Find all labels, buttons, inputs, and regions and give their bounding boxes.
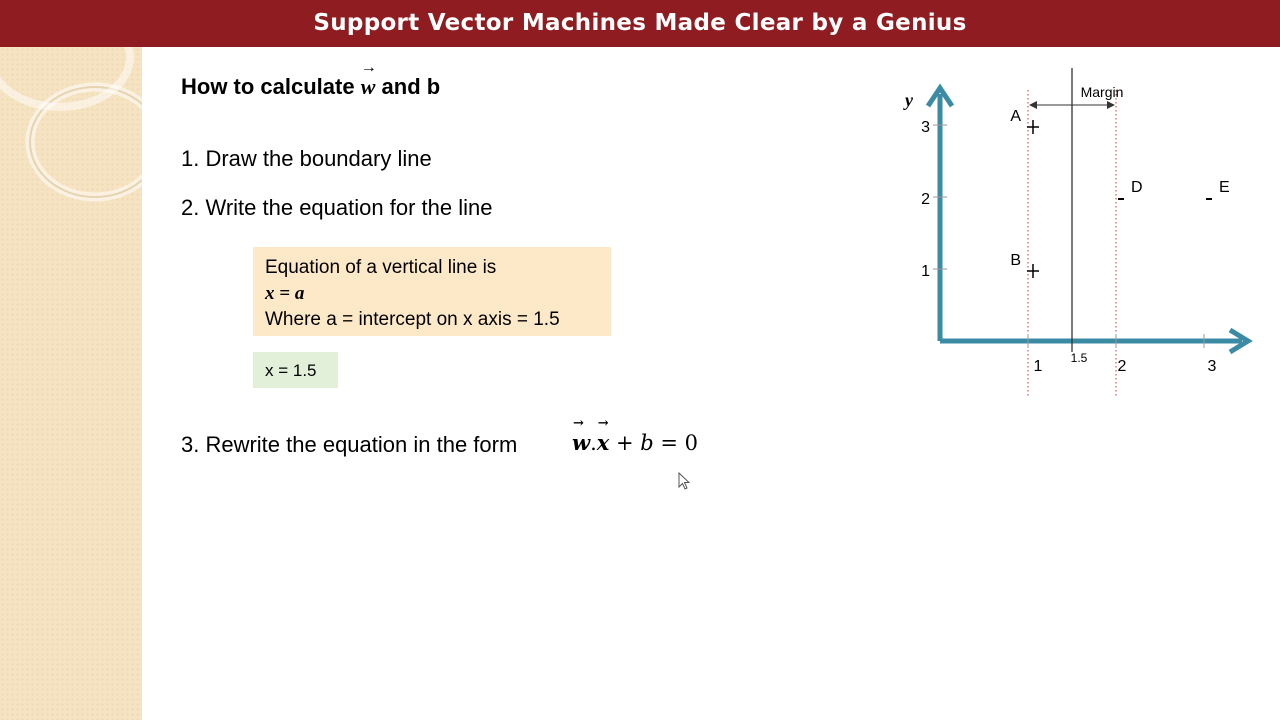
- x-tick-label-1: 1: [1033, 358, 1043, 375]
- formula-x: → x: [597, 430, 610, 455]
- result-equation: x = 1.5: [253, 352, 338, 388]
- decorative-rings: [0, 47, 142, 720]
- mouse-pointer-icon: [678, 472, 692, 492]
- margin-arrowhead-left: [1029, 101, 1037, 109]
- decorative-side-panel: [0, 47, 142, 720]
- heading-suffix: and b: [375, 74, 441, 99]
- vertical-line-note: [253, 247, 611, 336]
- x-tick-label-1.5: 1.5: [1070, 351, 1088, 365]
- note-line-3: Where a = intercept on x axis = 1.5: [265, 309, 560, 330]
- formula-equals: = 0: [653, 431, 699, 455]
- step-write-equation: 2. Write the equation for the line: [181, 195, 493, 220]
- section-heading: [181, 74, 440, 100]
- step-rewrite-equation: 3. Rewrite the equation in the form: [181, 432, 518, 457]
- formula-dot: .: [590, 431, 597, 455]
- margin-label: Margin: [1080, 84, 1124, 100]
- note-line-1: Equation of a vertical line is: [265, 257, 497, 278]
- slide-title: Support Vector Machines Made Clear by a Genius: [0, 0, 1280, 47]
- y-tick-label-3: 3: [921, 119, 930, 136]
- svm-plot: [880, 60, 1270, 410]
- x-tick-label-3: 3: [1207, 358, 1217, 375]
- y-tick-label-2: 2: [921, 191, 930, 208]
- point-B-label: B: [1010, 252, 1021, 269]
- margin-arrowhead-right: [1107, 101, 1115, 109]
- point-D-label: D: [1131, 179, 1143, 196]
- heading-prefix: How to calculate: [181, 74, 361, 99]
- step-draw-boundary: 1. Draw the boundary line: [181, 146, 432, 171]
- point-A-label: A: [1010, 108, 1021, 125]
- x-tick-label-2: 2: [1117, 358, 1127, 375]
- hyperplane-formula: [572, 430, 698, 455]
- point-E-label: E: [1219, 179, 1230, 196]
- vector-w-symbol: → w: [361, 74, 376, 99]
- formula-plus: +: [609, 431, 641, 455]
- y-axis-label: y: [905, 90, 913, 110]
- y-tick-label-1: 1: [921, 263, 930, 280]
- note-equation: x = a: [265, 283, 305, 304]
- formula-b: b: [640, 431, 654, 455]
- formula-w: → w: [572, 430, 590, 455]
